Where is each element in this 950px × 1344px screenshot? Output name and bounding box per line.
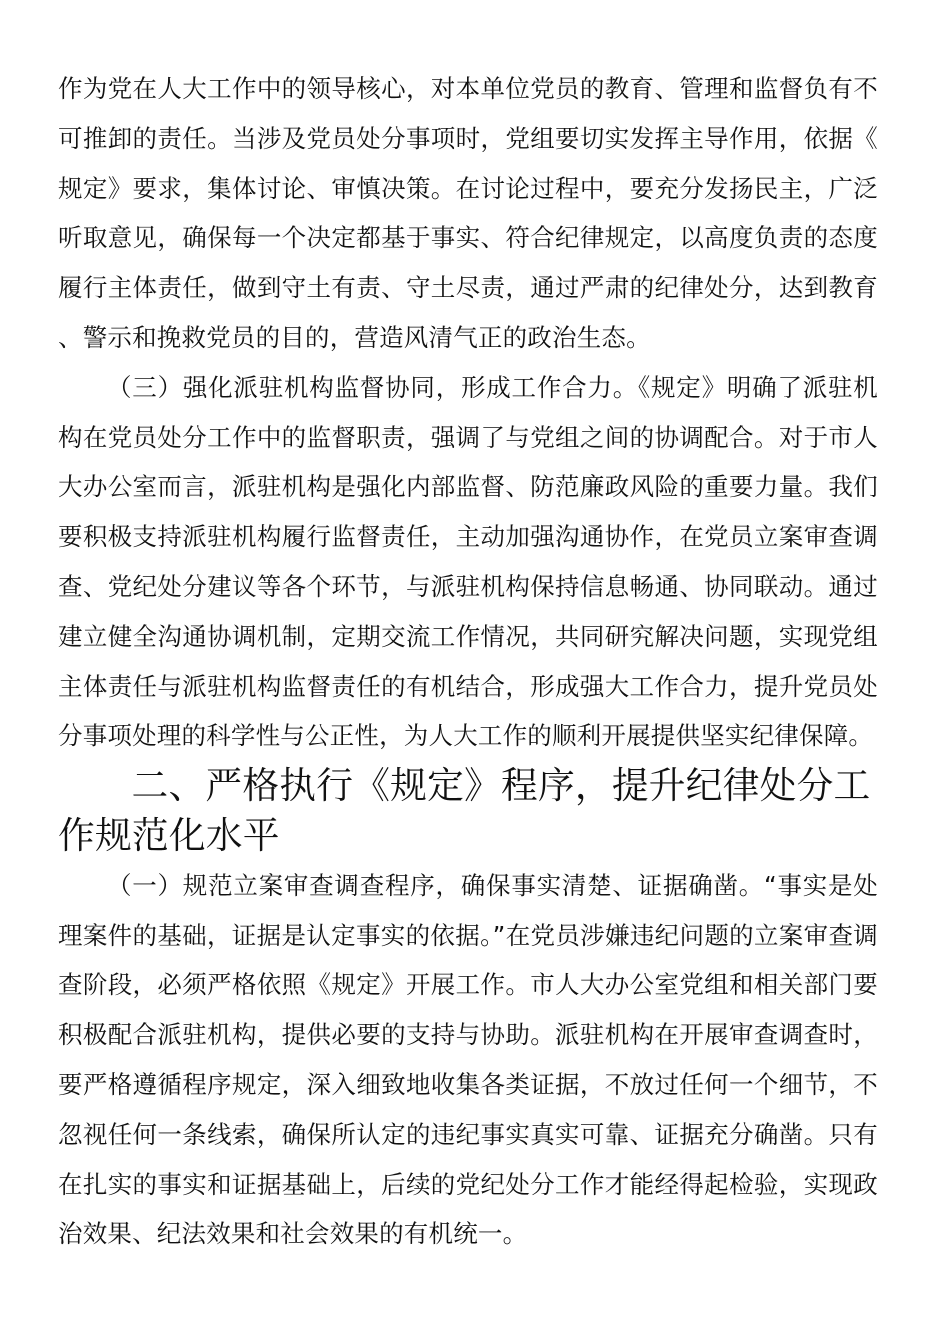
document-body	[58, 64, 878, 1259]
paragraph-section-one-procedure: （一）规范立案审查调查程序，确保事实清楚、证据确凿。“事实是处理案件的基础，证据是认定事实的依据。”在党员涉嫌违纪问题的立案审查调查阶段，必须严格依照《规定》开展工作。市人大办公室党组和相关部门要积极配合派驻机构，提供必要的支持与协助。派驻机构在开展审查调查时，要严格遵循程序规定，深入细致地收集各类证据，不放过任何一个细节，不忽视任何一条线索，确保所认定的违纪事实真实可靠、证据充分确凿。只有在扎实的事实和证据基础上，后续的党纪处分工作才能经得起检验，实现政治效果、纪法效果和社会效果的有机统一。	[58, 870, 878, 1249]
paragraph-party-group-responsibility: 作为党在人大工作中的领导核心，对本单位党员的教育、管理和监督负有不可推卸的责任。当涉及党员处分事项时，党组要切实发挥主导作用，依据《规定》要求，集体讨论、审慎决策。在讨论过程中，要充分发扬民主，广泛听取意见，确保每一个决定都基于事实、符合纪律规定，以高度负责的态度履行主体责任，做到守土有责、守土尽责，通过严肃的纪律处分，达到教育、警示和挽救党员的目的，营造风清气正的政治生态。	[58, 74, 878, 352]
paragraph-section-three-supervision: （三）强化派驻机构监督协同，形成工作合力。《规定》明确了派驻机构在党员处分工作中的监督职责，强调了与党组之间的协调配合。对于市人大办公室而言，派驻机构是强化内部监督、防范廉政风险的重要力量。我们要积极支持派驻机构履行监督责任，主动加强沟通协作，在党员立案审查调查、党纪处分建议等各个环节，与派驻机构保持信息畅通、协同联动。通过建立健全沟通协调机制，定期交流工作情况，共同研究解决问题，实现党组主体责任与派驻机构监督责任的有机结合，形成强大工作合力，提升党员处分事项处理的科学性与公正性，为人大工作的顺利开展提供坚实纪律保障。	[58, 372, 878, 751]
section-heading-two: 二、严格执行《规定》程序，提升纪律处分工作规范化水平	[58, 764, 871, 857]
